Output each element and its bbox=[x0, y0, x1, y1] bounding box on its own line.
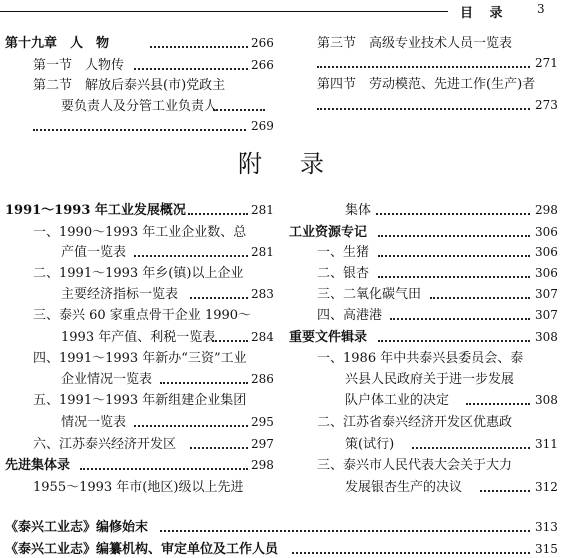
toc-entry-l11: 情况一览表 bbox=[61, 415, 127, 430]
toc-entry-l12: 六、江苏泰兴经济开发区 bbox=[33, 437, 177, 452]
toc-page-number: 307 bbox=[535, 287, 558, 301]
appendix-heading-right: 录 bbox=[300, 150, 324, 178]
toc-entry-b1: 《泰兴工业志》编修始末 bbox=[5, 520, 149, 535]
toc-entry-l6: 三、泰兴 60 家重点骨干企业 1990～ bbox=[33, 308, 252, 323]
toc-page-number: 307 bbox=[535, 308, 558, 322]
dot-leader bbox=[317, 108, 530, 110]
toc-page-number: 273 bbox=[535, 98, 558, 112]
toc-page-number: 281 bbox=[251, 245, 274, 259]
dot-leader bbox=[150, 46, 248, 48]
header-rule bbox=[0, 11, 448, 12]
dot-leader bbox=[378, 340, 530, 342]
toc-entry-s2b: 要负责人及分管工业负责人 bbox=[61, 99, 218, 114]
toc-entry-l2: 一、1990～1993 年工业企业数、总 bbox=[33, 225, 247, 240]
dot-leader bbox=[134, 425, 248, 427]
toc-page-number: 306 bbox=[535, 266, 558, 280]
dot-leader bbox=[160, 382, 248, 384]
dot-leader bbox=[480, 490, 530, 492]
toc-entry-r2: 工业资源专记 bbox=[289, 225, 368, 240]
toc-page-number: 298 bbox=[535, 203, 558, 217]
dot-leader bbox=[33, 129, 246, 131]
dot-leader bbox=[190, 297, 248, 299]
dot-leader bbox=[378, 235, 530, 237]
toc-entry-l3: 产值一览表 bbox=[61, 245, 127, 260]
toc-page-number: 306 bbox=[535, 225, 558, 239]
toc-page-number: 286 bbox=[251, 372, 274, 386]
toc-page-number: 306 bbox=[535, 245, 558, 259]
dot-leader bbox=[430, 297, 530, 299]
dot-leader bbox=[378, 276, 530, 278]
dot-leader bbox=[292, 552, 530, 554]
toc-entry-r9: 兴县人民政府关于进一步发展 bbox=[345, 372, 515, 387]
toc-entry-r11: 二、江苏省泰兴经济开发区优惠政 bbox=[317, 415, 513, 430]
toc-page-number: 312 bbox=[535, 480, 558, 494]
toc-entry-l4: 二、1991～1993 年乡(镇)以上企业 bbox=[33, 266, 244, 281]
toc-page-number: 315 bbox=[535, 542, 558, 556]
dot-leader bbox=[466, 403, 530, 405]
toc-page-number: 271 bbox=[535, 56, 558, 70]
dot-leader bbox=[390, 318, 530, 320]
toc-entry-s2a: 第二节 解放后泰兴县(市)党政主 bbox=[33, 78, 226, 93]
dot-leader bbox=[212, 340, 248, 342]
toc-entry-s1: 第一节 人物传 bbox=[33, 58, 125, 73]
toc-entry-l9: 企业情况一览表 bbox=[61, 372, 153, 387]
toc-entry-l5: 主要经济指标一览表 bbox=[61, 287, 179, 302]
toc-page-number: 284 bbox=[251, 330, 274, 344]
toc-entry-r8: 一、1986 年中共泰兴县委员会、泰 bbox=[317, 351, 524, 366]
toc-entry-r5: 三、二氧化碳气田 bbox=[317, 287, 422, 302]
dot-leader bbox=[317, 66, 530, 68]
dot-leader bbox=[412, 447, 530, 449]
dot-leader bbox=[134, 255, 248, 257]
dot-leader bbox=[190, 447, 248, 449]
toc-entry-r7: 重要文件辑录 bbox=[289, 330, 368, 345]
dot-leader bbox=[80, 468, 248, 470]
header-title: 目 录 bbox=[460, 6, 509, 21]
toc-page-number: 269 bbox=[251, 119, 274, 133]
toc-entry-r6: 四、高港港 bbox=[317, 308, 383, 323]
toc-entry-l10: 五、1991～1993 年新组建企业集团 bbox=[33, 393, 247, 408]
toc-page-number: 297 bbox=[251, 437, 274, 451]
toc-entry-l14: 1955～1993 年市(地区)级以上先进 bbox=[33, 480, 244, 495]
dot-leader bbox=[160, 530, 530, 532]
toc-entry-l8: 四、1991～1993 年新办“三资”工业 bbox=[33, 351, 247, 366]
appendix-heading-left: 附 bbox=[238, 150, 262, 178]
toc-page-number: 298 bbox=[251, 458, 274, 472]
toc-page-number: 266 bbox=[251, 36, 274, 50]
toc-entry-s4a: 第四节 劳动模范、先进工作(生产)者 bbox=[317, 77, 536, 92]
toc-entry-r10: 队户体工业的决定 bbox=[345, 393, 450, 408]
toc-entry-r12: 策(试行) bbox=[345, 437, 395, 452]
dot-leader bbox=[378, 255, 530, 257]
toc-entry-b2: 《泰兴工业志》编纂机构、审定单位及工作人员 bbox=[5, 542, 279, 557]
toc-page-number: 313 bbox=[535, 520, 558, 534]
toc-entry-ch19: 第十九章 人 物 bbox=[5, 36, 110, 51]
toc-page-number: 283 bbox=[251, 287, 274, 301]
toc-entry-r3: 一、生猪 bbox=[317, 245, 370, 260]
dot-leader bbox=[213, 109, 265, 111]
toc-entry-r1: 集体 bbox=[345, 203, 372, 218]
toc-entry-s3a: 第三节 高级专业技术人员一览表 bbox=[317, 36, 513, 51]
toc-page-number: 266 bbox=[251, 58, 274, 72]
dot-leader bbox=[134, 68, 248, 70]
dot-leader bbox=[376, 213, 530, 215]
toc-page-number: 308 bbox=[535, 393, 558, 407]
header-page-number: 3 bbox=[537, 2, 545, 16]
toc-entry-r14: 发展银杏生产的决议 bbox=[345, 480, 463, 495]
toc-entry-r13: 三、泰兴市人民代表大会关于大力 bbox=[317, 458, 513, 473]
toc-page-number: 311 bbox=[535, 437, 558, 451]
toc-page-number: 308 bbox=[535, 330, 558, 344]
dot-leader bbox=[188, 213, 248, 215]
toc-page-number: 281 bbox=[251, 203, 274, 217]
toc-page-number: 295 bbox=[251, 415, 274, 429]
toc-entry-l7: 1993 年产值、利税一览表 bbox=[61, 330, 216, 345]
toc-entry-l1: 1991～1993 年工业发展概况 bbox=[5, 203, 186, 218]
toc-entry-l13: 先进集体录 bbox=[5, 458, 71, 473]
toc-entry-r4: 二、银杏 bbox=[317, 266, 370, 281]
